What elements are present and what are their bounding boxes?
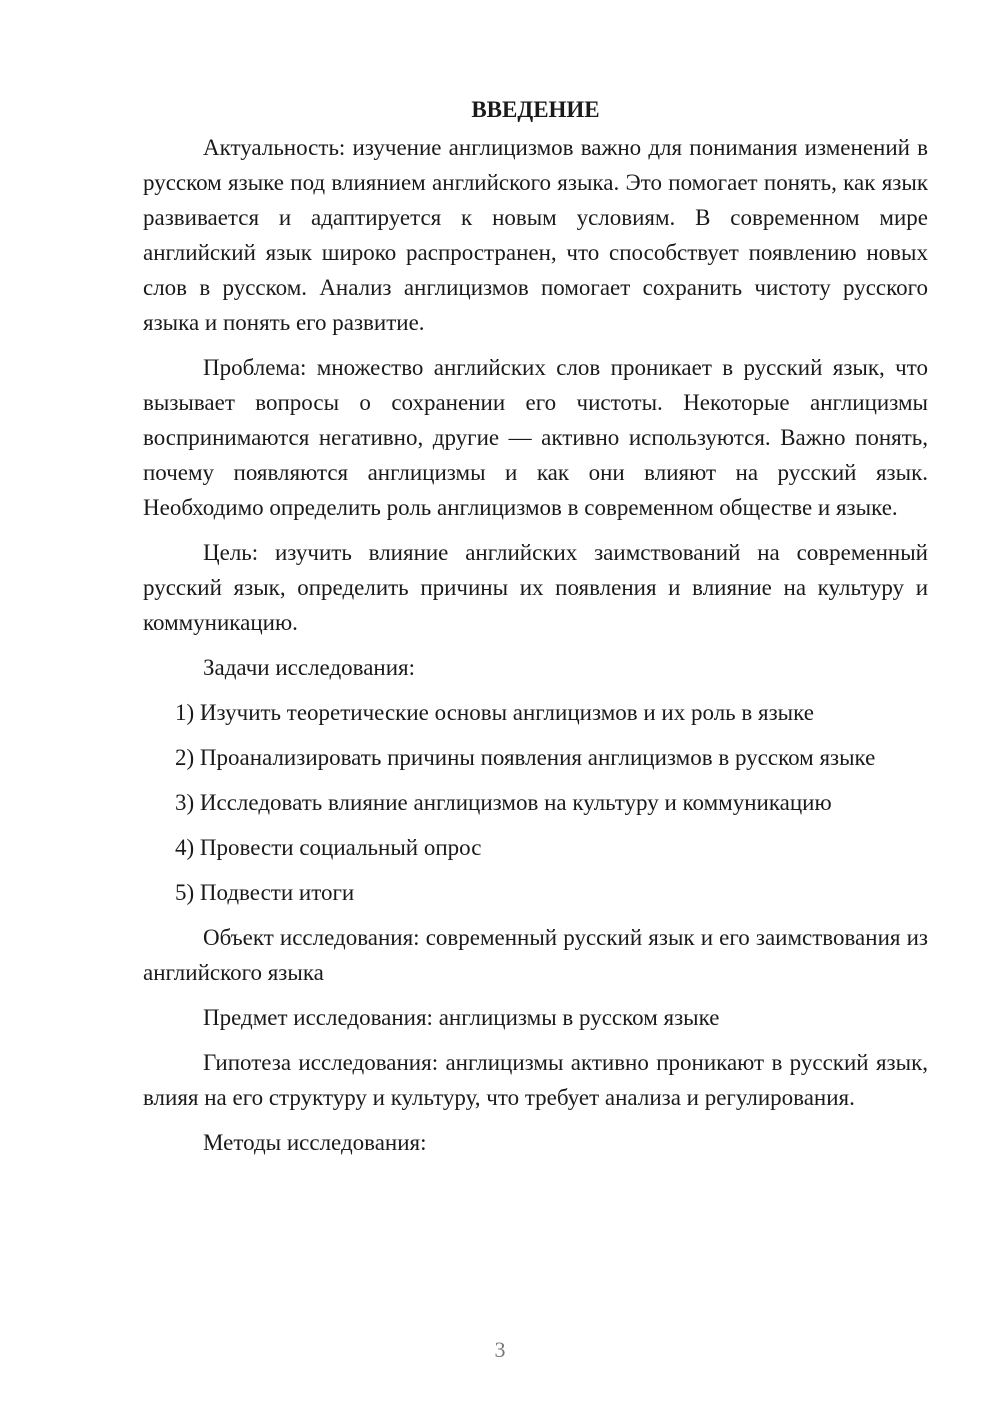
task-item-1: 1) Изучить теоретические основы англицизмов и их роль в языке <box>175 700 814 725</box>
goal-paragraph: Цель: изучить влияние английских заимствований на современный русский язык, определить причины их появления и влияние на культуру и коммуникацию. <box>143 540 928 635</box>
task-item-3: 3) Исследовать влияние англицизмов на культуру и коммуникацию <box>175 790 832 815</box>
object-paragraph: Объект исследования: современный русский язык и его заимствования из английского языка <box>143 925 928 985</box>
problem-paragraph: Проблема: множество английских слов проникает в русский язык, что вызывает вопросы о сохранении его чистоты. Некоторые англицизмы воспринимаются негативно, другие — активно используются. Важно понять, почему появляются англицизмы и как они влияют на русский язык. Необходимо определить роль англицизмов в современном обществе и языке. <box>143 355 928 520</box>
methods-heading: Методы исследования: <box>203 1130 427 1155</box>
task-item-2: 2) Проанализировать причины появления англицизмов в русском языке <box>175 745 876 770</box>
task-item-5: 5) Подвести итоги <box>175 880 355 905</box>
relevance-paragraph: Актуальность: изучение англицизмов важно для понимания изменений в русском языке под влиянием английского языка. Это помогает понять, как язык развивается и адаптируется к новым условиям. В современном мире английский язык широко распространен, что способствует появлению новых слов в русском. Анализ англицизмов помогает сохранить чистоту русского языка и понять его развитие. <box>143 135 928 335</box>
tasks-heading: Задачи исследования: <box>203 655 416 680</box>
page-number: 3 <box>494 1337 506 1362</box>
task-item-4: 4) Провести социальный опрос <box>175 835 482 860</box>
section-title: ВВЕДЕНИЕ <box>471 97 600 122</box>
hypothesis-paragraph: Гипотеза исследования: англицизмы активно проникают в русский язык, влияя на его структуру и культуру, что требует анализа и регулирования. <box>143 1050 928 1110</box>
subject-paragraph: Предмет исследования: англицизмы в русском языке <box>203 1005 720 1030</box>
page-content <box>143 92 928 1170</box>
